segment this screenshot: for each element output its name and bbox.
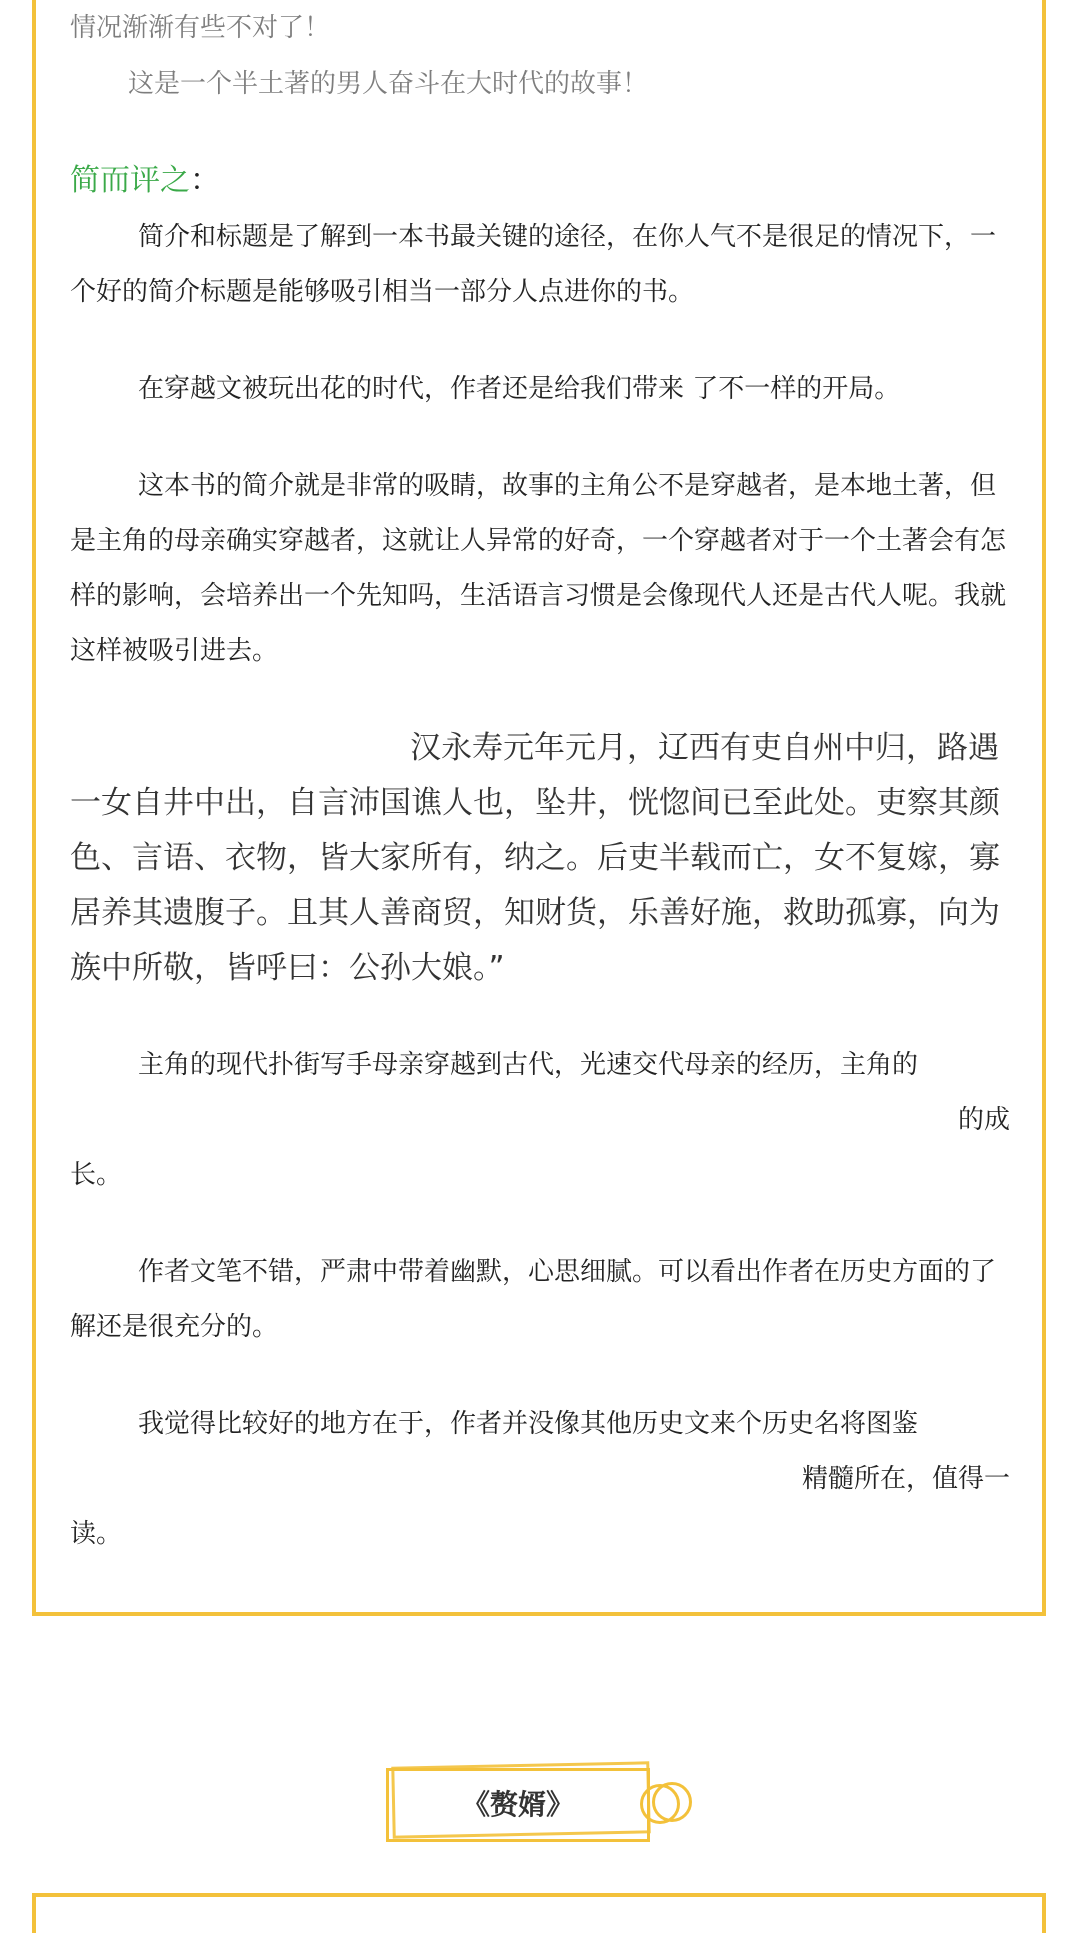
intro-line-2: 这是一个半土著的男人奋斗在大时代的故事！ bbox=[128, 69, 649, 99]
review-paragraph-6-tail: 读。 bbox=[70, 1519, 123, 1549]
ring-icon bbox=[652, 1782, 692, 1822]
intro-line-1: 情况渐渐有些不对了！ bbox=[70, 13, 331, 43]
review-paragraph-4: 主角的现代扑街写手母亲穿越到古代，光速交代母亲的经历，主角的 bbox=[138, 1050, 919, 1080]
review-heading bbox=[70, 154, 1020, 208]
review-paragraph-5: 作者文笔不错，严肃中带着幽默，心思细腻。可以看出作者在历史方面的了解还是很充分的。 bbox=[70, 1257, 997, 1342]
review-card-content bbox=[70, 0, 1020, 1562]
review-heading-colon: ： bbox=[190, 163, 220, 198]
review-paragraph-4-fragment: 的成 bbox=[957, 1105, 1010, 1135]
review-heading-label: 简而评之 bbox=[70, 163, 190, 198]
book-title: 《赘婿》 bbox=[461, 1788, 574, 1821]
review-card bbox=[32, 0, 1046, 1616]
ring-decoration-icon bbox=[640, 1782, 700, 1826]
review-paragraph-2: 在穿越文被玩出花的时代，作者还是给我们带来 了不一样的开局。 bbox=[138, 374, 901, 404]
next-review-card bbox=[32, 1893, 1046, 1933]
review-paragraph-6: 我觉得比较好的地方在于，作者并没像其他历史文来个历史名将图鉴 bbox=[138, 1409, 919, 1439]
review-paragraph-4-tail: 长。 bbox=[70, 1160, 123, 1190]
review-paragraph-3: 这本书的简介就是非常的吸睛，故事的主角公不是穿越者，是本地土著，但是主角的母亲确实穿越者，这就让人异常的好奇，一个穿越者对于一个土著会有怎样的影响，会培养出一个先知吗，生活语言习惯是会像现代人还是古代人呢。我就这样被吸引进去。 bbox=[70, 471, 1007, 666]
book-title-box bbox=[386, 1768, 650, 1842]
review-paragraph-6-fragment: 精髓所在，值得一 bbox=[801, 1464, 1010, 1494]
synopsis-quote: 汉永寿元年元月，辽西有吏自州中归，路遇一女自井中出，自言沛国谯人也，坠井，恍惚间已至此处。吏察其颜色、言语、衣物，皆大家所有，纳之。后吏半载而亡，女不复嫁，寡居养其遗腹子。且其人善商贸，知财货，乐善好施，救助孤寡，向为族中所敬，皆呼曰：公孙大娘。” bbox=[70, 730, 1000, 986]
review-paragraph-1: 简介和标题是了解到一本书最关键的途径，在你人气不是很足的情况下，一个好的简介标题是能够吸引相当一部分人点进你的书。 bbox=[70, 222, 997, 307]
